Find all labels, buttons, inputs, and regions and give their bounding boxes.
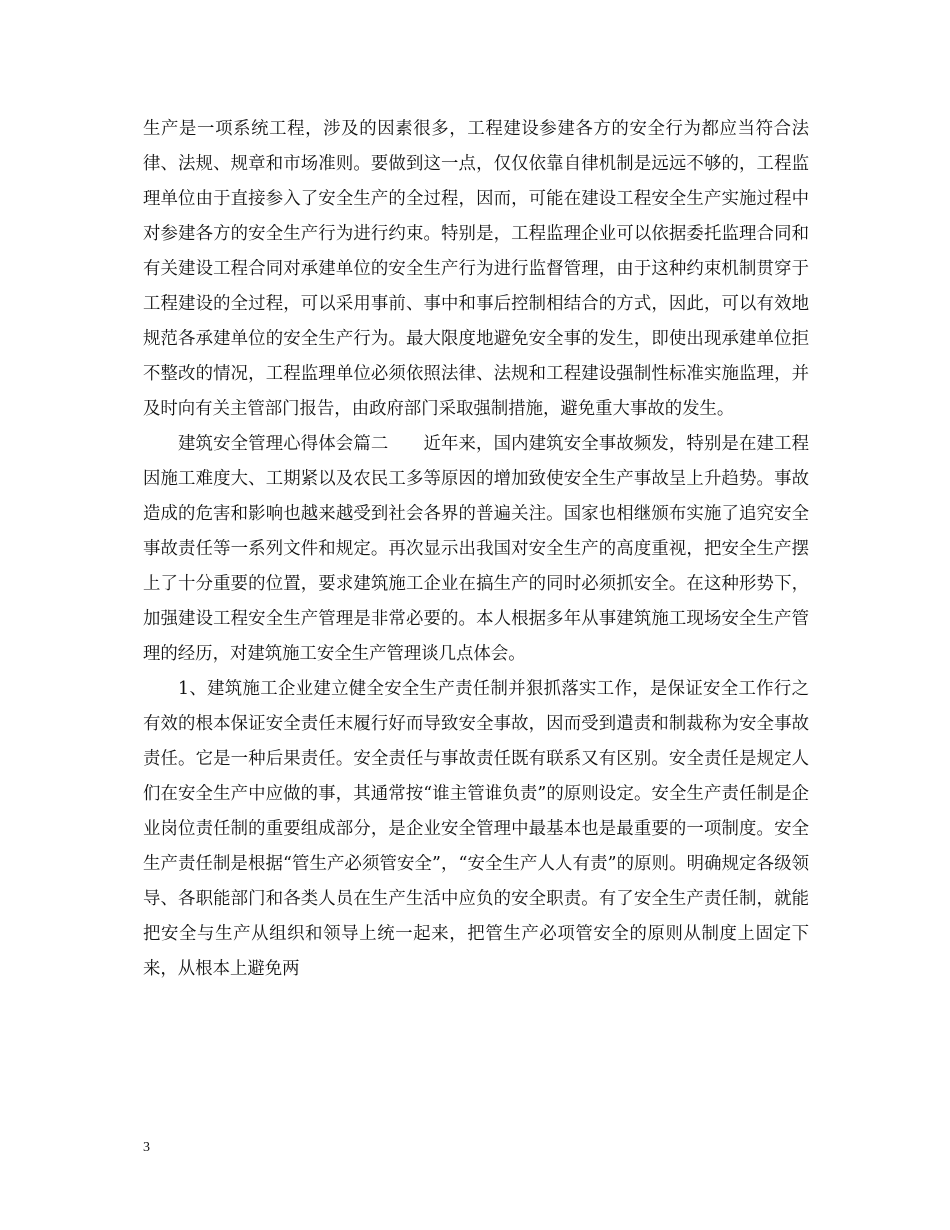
paragraph-2: 建筑安全管理心得体会篇二 近年来，国内建筑安全事故频发，特别是在建工程因施工难度大、工期紧以及农民工多等原因的增加致使安全生产事故呈上升趋势。事故造成的危害和影响也越来越受到社会各界的普遍关注。国家也相继颁布实施了追究安全事故责任等一系列文件和规定。再次显示出我国对安全生产的高度重视，把安全生产摆上了十分重要的位置，要求建筑施工企业在搞生产的同时必须抓安全。在这种形势下，加强建设工程安全生产管理是非常必要的。本人根据多年从事建筑施工现场安全生产管理的经历，对建筑施工安全生产管理谈几点体会。 [143, 434, 809, 664]
page-number: 3 [143, 1140, 150, 1155]
document-body [143, 112, 809, 987]
paragraph-1: 生产是一项系统工程，涉及的因素很多，工程建设参建各方的安全行为都应当符合法律、法规、规章和市场准则。要做到这一点，仅仅依靠自律机制是远远不够的，工程监理单位由于直接参入了安全生产的全过程，因而，可能在建设工程安全生产实施过程中对参建各方的安全生产行为进行约束。特别是，工程监理企业可以依据委托监理合同和有关建设工程合同对承建单位的安全生产行为进行监督管理，由于这种约束机制贯穿于工程建设的全过程，可以采用事前、事中和事后控制相结合的方式，因此，可以有效地规范各承建单位的安全生产行为。最大限度地避免安全事的发生，即使出现承建单位拒不整改的情况，工程监理单位必须依照法律、法规和工程建设强制性标准实施监理，并及时向有关主管部门报告，由政府部门采取强制措施，避免重大事故的发生。 [143, 119, 809, 419]
paragraph-3: 1、建筑施工企业建立健全安全生产责任制并狠抓落实工作，是保证安全工作行之有效的根本保证安全责任末履行好而导致安全事故，因而受到遣责和制裁称为安全事故责任。它是一种后果责任。安全责任与事故责任既有联系又有区别。安全责任是规定人们在安全生产中应做的事，其通常按“谁主管谁负责”的原则设定。安全生产责任制是企业岗位责任制的重要组成部分，是企业安全管理中最基本也是最重要的一项制度。安全生产责任制是根据“管生产必须管安全”，“安全生产人人有责”的原则。明确规定各级领导、各职能部门和各类人员在生产生活中应负的安全职责。有了安全生产责任制，就能把安全与生产从组织和领导上统一起来，把管生产必项管安全的原则从制度上固定下来，从根本上避免两 [143, 679, 809, 979]
